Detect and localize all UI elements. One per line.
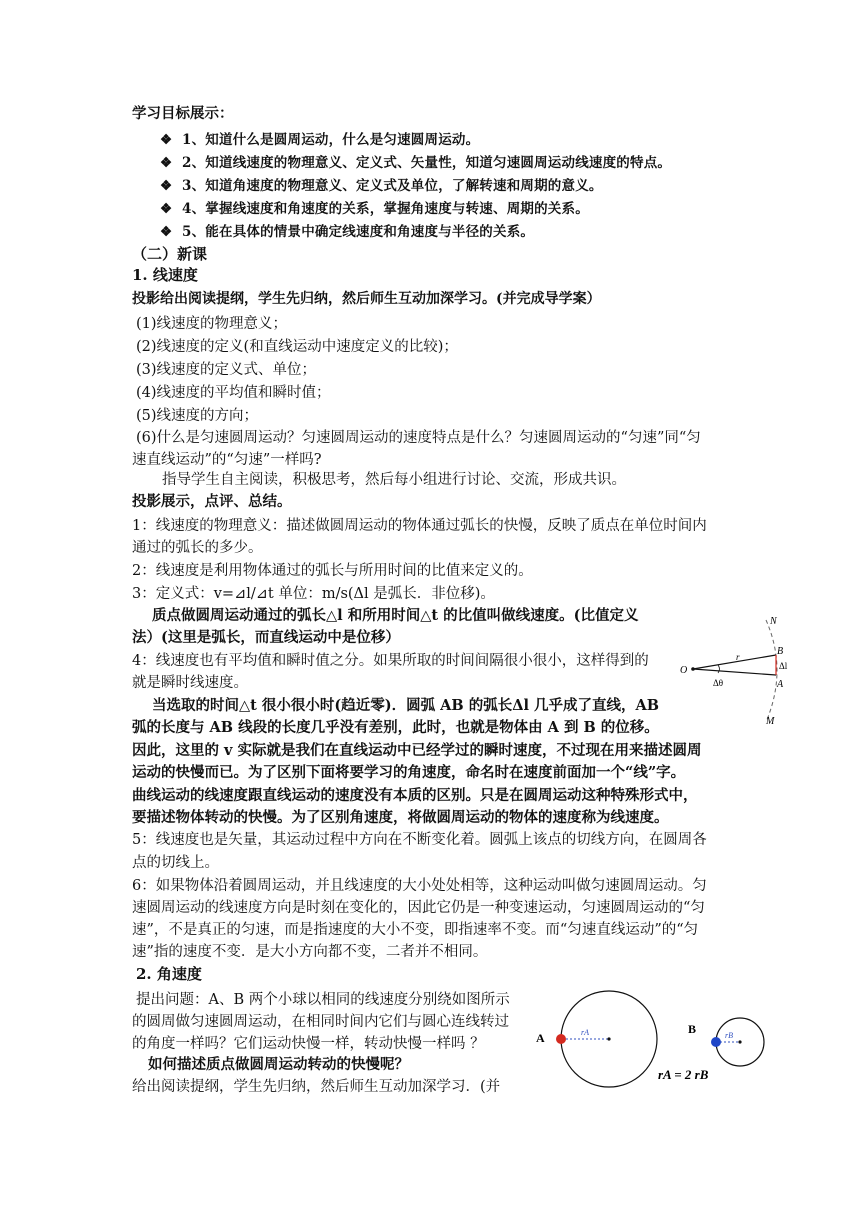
linear-intro: 投影给出阅读提纲，学生先归纳，然后师生互动加深学习。(并完成导学案） (132, 291, 601, 307)
explain-bold-line-1: 当选取的时间△t 很小很小时(趋近零)．圆弧 AB 的弧长Δl 几乎成了直线，AB (152, 697, 660, 714)
label-m: M (766, 716, 775, 727)
radius-relation: rA = 2 rB (658, 1067, 709, 1082)
arc-diagram (676, 612, 796, 734)
label-b: B (777, 646, 784, 657)
linear-velocity-heading: 1. 线速度 (132, 266, 198, 284)
radius-oa (693, 669, 776, 675)
label-o: O (680, 665, 688, 676)
point-1-line-2: 通过的弧长的多少。 (132, 540, 263, 556)
definition-bold-line-2: 法）(这里是弧长，而直线运动中是位移） (132, 629, 400, 646)
explain-bold-line-2: 弧的长度与 AB 线段的长度几乎没有差别，此时，也就是物体由 A 到 B 的位移。 (132, 719, 659, 736)
goal-item-2: ❖ 2、知道线速度的物理意义、定义式、矢量性，知道匀速圆周运动线速度的特点。 (160, 155, 672, 171)
ball-a (556, 1034, 566, 1044)
goal-item-1: ❖ 1、知道什么是圆周运动，什么是匀速圆周运动。 (160, 132, 480, 148)
outline-item-5: (5)线速度的方向； (136, 408, 259, 424)
guide-text: 指导学生自主阅读，积极思考，然后每小组进行讨论、交流，形成共识。 (162, 472, 626, 488)
definition-bold-line-1: 质点做圆周运动通过的弧长△l 和所用时间△t 的比值叫做线速度。(比值定义 (152, 607, 639, 624)
label-ball-b: B (688, 1022, 697, 1036)
angular-velocity-heading: 2. 角速度 (136, 965, 202, 983)
point-4-line-1: 4：线速度也有平均值和瞬时值之分。如果所取的时间间隔很小很小，这样得到的 (132, 653, 649, 669)
arc-curve (766, 620, 777, 722)
diamond-bullet-icon: ❖ (160, 178, 173, 194)
point-4-line-2: 就是瞬时线速度。 (132, 675, 248, 691)
center-point (691, 667, 695, 671)
question-line-3: 的角度一样吗？它们运动快慢一样，转动快慢一样吗 ？ (132, 1036, 485, 1052)
goal-item-5: ❖ 5、能在具体的情景中确定线速度和角速度与半径的关系。 (160, 224, 535, 240)
label-a: A (777, 679, 784, 690)
explain-bold-line-3: 因此，这里的 v 实际就是我们在直线运动中已经学过的瞬时速度，不过现在用来描述圆周 (132, 742, 702, 759)
goal-item-3: ❖ 3、知道角速度的物理意义、定义式及单位，了解转速和周期的意义。 (160, 178, 603, 194)
diamond-bullet-icon: ❖ (160, 201, 173, 217)
question-line-2: 的圆周做匀速圆周运动，在相同时间内它们与圆心连线转过 (132, 1014, 509, 1030)
point-1-line-1: 1：线速度的物理意义：描述做圆周运动的物体通过弧长的快慢，反映了质点在单位时间内 (132, 518, 707, 534)
point-6-line-3: 速”，不是真正的匀速，而是指速度的大小不变，即指速率不变。而“匀速直线运动”的“匀 (132, 922, 699, 938)
outline-item-6: (6)什么是匀速圆周运动？匀速圆周运动的速度特点是什么？匀速圆周运动的“匀速”同“匀 (136, 430, 701, 446)
label-ball-a: A (536, 1031, 545, 1045)
diamond-bullet-icon: ❖ (160, 155, 173, 171)
ball-b (711, 1037, 721, 1047)
label-ra: rA (581, 1028, 589, 1037)
angle-arc (718, 665, 720, 673)
diamond-bullet-icon: ❖ (160, 132, 173, 148)
center-b (738, 1040, 741, 1043)
radius-ob (693, 655, 776, 669)
outline-item-2: (2)线速度的定义(和直线运动中速度定义的比较)； (136, 339, 458, 355)
point-6-line-1: 6：如果物体沿着圆周运动，并且线速度的大小处处相等，这种运动叫做匀速圆周运动。匀 (132, 878, 707, 894)
section-new-heading: （二）新课 (132, 245, 208, 263)
goals-heading: 学习目标展示： (132, 105, 234, 122)
point-5-line-1: 5：线速度也是矢量，其运动过程中方向在不断变化着。圆弧上该点的切线方向，在圆周各 (132, 832, 707, 848)
point-2: 2：线速度是利用物体通过的弧长与所用时间的比值来定义的。 (132, 563, 533, 579)
outline-item-4: (4)线速度的平均值和瞬时值； (136, 385, 331, 401)
explain-bold-line-6: 要描述物体转动的快慢。为了区别角速度，将做圆周运动的物体的速度称为线速度。 (132, 809, 669, 826)
outline-item-3: (3)线速度的定义式、单位； (136, 362, 317, 378)
outline-item-1: (1)线速度的物理意义； (136, 316, 288, 332)
label-n: N (770, 616, 777, 627)
explain-bold-line-4: 运动的快慢而已。为了区别下面将要学习的角速度，命名时在速度前面加一个“线”字。 (132, 764, 686, 781)
point-6-line-2: 速圆周运动的线速度方向是时刻在变化的，因此它仍是一种变速运动，匀速圆周运动的“匀 (132, 900, 705, 916)
goal-item-4: ❖ 4、掌握线速度和角速度的关系，掌握角速度与转速、周期的关系。 (160, 201, 589, 217)
label-delta-l: Δl (779, 661, 788, 671)
label-rb: rB (725, 1031, 733, 1040)
point-5-line-2: 点的切线上。 (132, 855, 219, 871)
explain-bold-line-5: 曲线运动的线速度跟直线运动的速度没有本质的区别。只是在圆周运动这种特殊形式中， (132, 787, 698, 804)
question-bold: 如何描述质点做圆周运动转动的快慢呢？ (148, 1056, 409, 1073)
center-a (607, 1037, 610, 1040)
outline-item-6-cont: 速直线运动”的“匀速”一样吗? (132, 452, 322, 468)
diamond-bullet-icon: ❖ (160, 224, 173, 240)
point-3: 3：定义式：v=⊿l/⊿t 单位：m/s(Δl 是弧长．非位移)。 (132, 586, 495, 602)
question-line-1: 提出问题：A、B 两个小球以相同的线速度分别绕如图所示 (136, 992, 510, 1008)
label-r: r (736, 652, 740, 662)
last-line: 给出阅读提纲，学生先归纳，然后师生互动加深学习．(并 (132, 1079, 501, 1095)
label-delta-theta: Δθ (713, 678, 724, 688)
point-6-line-4: 速”指的速度不变．是大小方向都不变，二者并不相同。 (132, 944, 488, 960)
circles-diagram (526, 980, 782, 1092)
summary-heading: 投影展示，点评、总结。 (132, 493, 292, 510)
